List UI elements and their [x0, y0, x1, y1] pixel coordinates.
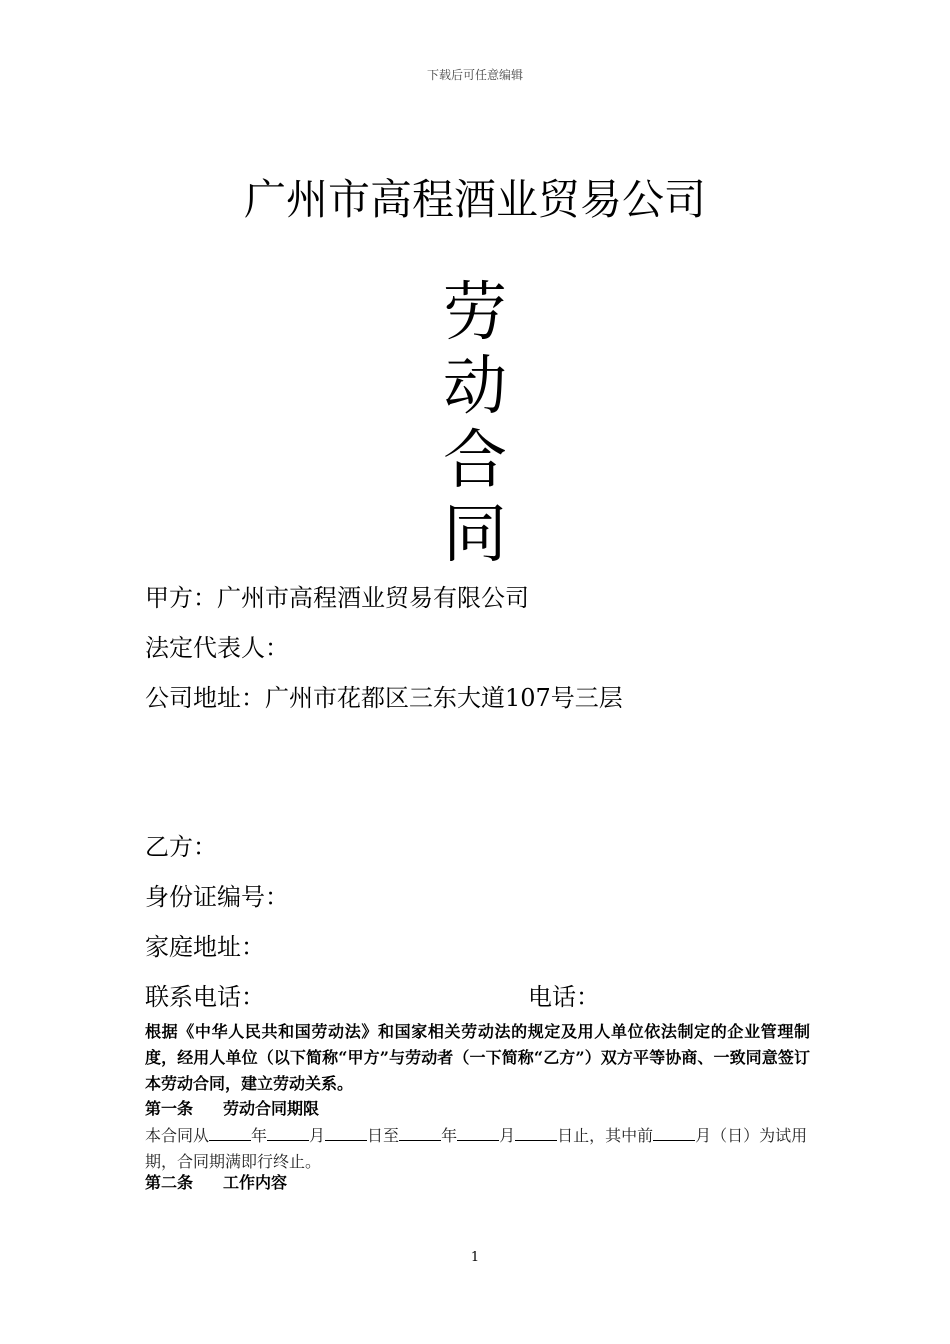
header-note: 下载后可任意编辑	[426, 68, 523, 82]
party-b-label: 乙方：	[145, 833, 217, 861]
article-1-title: 劳动合同期限	[223, 1099, 320, 1118]
article-2-number: 第二条	[145, 1173, 194, 1192]
article-1-body	[145, 1122, 810, 1175]
article-1-number: 第一条	[145, 1099, 194, 1118]
party-b-id-number: 身份证编号：	[145, 883, 289, 911]
probation-blank[interactable]	[653, 1122, 695, 1141]
article-1-text: 月	[309, 1126, 326, 1145]
party-a-name: 甲方：广州市高程酒业贸易有限公司	[145, 584, 529, 612]
party-b-home-address: 家庭地址：	[145, 933, 265, 961]
start-year-blank[interactable]	[209, 1122, 251, 1141]
end-month-blank[interactable]	[457, 1122, 499, 1141]
end-year-blank[interactable]	[399, 1122, 441, 1141]
company-title: 广州市高程酒业贸易公司	[243, 175, 706, 224]
start-day-blank[interactable]	[325, 1122, 367, 1141]
party-a-legal-representative: 法定代表人：	[145, 634, 289, 662]
document-title-char: 劳	[443, 276, 507, 350]
article-1-text: 年	[251, 1126, 268, 1145]
article-2-heading	[145, 1170, 287, 1196]
document-title-char: 同	[443, 498, 507, 572]
article-1-heading	[145, 1096, 319, 1122]
article-1-text: 月	[499, 1126, 516, 1145]
article-1-text: 日至	[367, 1126, 400, 1145]
article-2-title: 工作内容	[223, 1173, 288, 1192]
article-1-text: 月	[695, 1126, 712, 1145]
party-b-contact-phone: 联系电话：	[145, 983, 265, 1011]
document-title-char: 动	[443, 350, 507, 424]
intro-paragraph: 根据《中华人民共和国劳动法》和国家相关劳动法的规定及用人单位依法制定的企业管理制度，经用人单位（以下简称“甲方”与劳动者（一下简称“乙方”）双方平等协商、一致同意签订本劳动合同，建立劳动关系。	[145, 1022, 810, 1093]
party-a-address: 公司地址：广州市花都区三东大道107号三层	[145, 684, 623, 712]
end-day-blank[interactable]	[515, 1122, 557, 1141]
document-title-char: 合	[443, 424, 507, 498]
document-title	[0, 276, 950, 572]
article-1-text: 日止，其中前	[557, 1126, 654, 1145]
article-1-text: 本合同从	[145, 1126, 210, 1145]
party-b-phone: 电话：	[528, 983, 600, 1011]
article-1-text: （日）为试用期，合同期满即行终止。	[145, 1126, 808, 1171]
page-number: 1	[470, 1250, 480, 1265]
start-month-blank[interactable]	[267, 1122, 309, 1141]
article-1-text: 年	[441, 1126, 458, 1145]
